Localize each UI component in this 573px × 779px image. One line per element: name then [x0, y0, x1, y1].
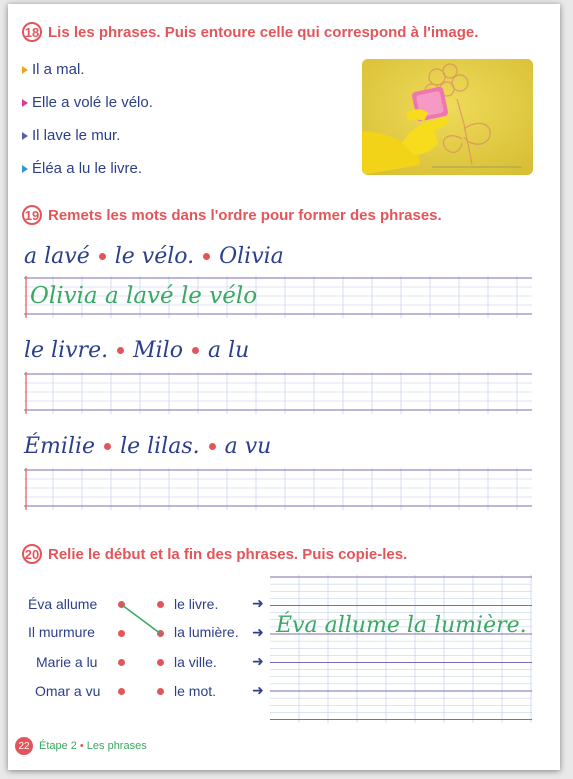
arrow-right-icon: ➜	[252, 595, 264, 611]
word: a lu	[207, 338, 250, 363]
footer-etape: Étape 2	[39, 740, 77, 752]
workbook-page	[8, 4, 560, 770]
word: le livre.	[24, 338, 109, 363]
exercise-instruction: Remets les mots dans l'ordre pour former des phrases.	[48, 206, 442, 224]
exercise-instruction: Relie le début et la fin des phrases. Puis copie-les.	[48, 545, 408, 563]
handwritten-copy: Éva allume la lumière.	[276, 613, 527, 638]
ruled-lines-graphic	[270, 575, 532, 723]
page-number-badge: 22	[15, 737, 33, 755]
word: le lilas.	[120, 434, 200, 459]
exercise-number-badge: 19	[22, 205, 42, 225]
word: a lavé	[24, 244, 90, 269]
sentence-start: Il murmure	[28, 624, 95, 640]
word: a vu	[224, 434, 272, 459]
arrow-right-icon: ➜	[252, 624, 264, 640]
sentence-start: Omar a vu	[35, 683, 101, 699]
sentence-start: Éva allume	[28, 596, 98, 612]
sentence-text: Il lave le mur.	[32, 127, 121, 144]
footer-separator-dot: •	[79, 740, 84, 752]
handwritten-answer: Olivia a lavé le vélo	[30, 283, 258, 309]
word: le vélo.	[114, 244, 195, 269]
sentence-text: Il a mal.	[32, 61, 85, 78]
footer-section: Les phrases	[86, 740, 147, 752]
sentence-end: le livre.	[174, 596, 219, 612]
sentence-text: Éléa a lu le livre.	[32, 160, 143, 177]
sentence-end: la ville.	[174, 654, 217, 670]
page-footer	[15, 737, 147, 755]
copy-writing-area[interactable]	[270, 575, 532, 723]
exercise-number-badge: 20	[22, 544, 42, 564]
exercise-instruction: Lis les phrases. Puis entoure celle qui correspond à l'image.	[48, 23, 479, 41]
arrow-right-icon: ➜	[252, 653, 264, 669]
sentence-start: Marie a lu	[36, 654, 98, 670]
sentence-text: Elle a volé le vélo.	[32, 94, 153, 111]
sentence-end: la lumière.	[174, 624, 239, 640]
sentence-end: le mot.	[174, 683, 217, 699]
arrow-right-icon: ➜	[252, 682, 264, 698]
word: Olivia	[219, 244, 284, 269]
word: Émilie	[24, 434, 96, 459]
exercise-number-badge: 18	[22, 22, 42, 42]
word: Milo	[133, 338, 183, 363]
